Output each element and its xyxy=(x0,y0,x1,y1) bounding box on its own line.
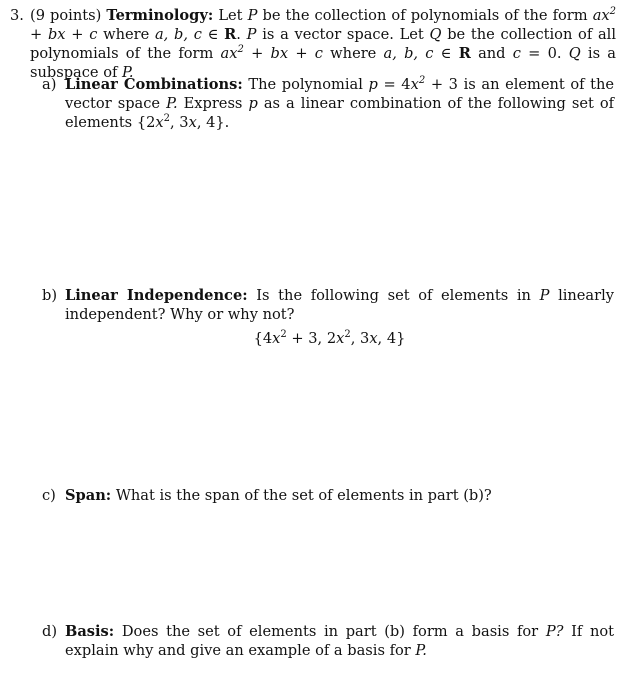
part-label: b) xyxy=(42,287,58,304)
intro-where-2: where xyxy=(330,45,377,62)
intro-text-3: is a vector space. Let xyxy=(262,26,424,43)
part-label: d) xyxy=(42,623,58,640)
symbol-Q: Q xyxy=(429,26,442,43)
symbol-P: P? xyxy=(545,623,564,640)
problem-number: 3. xyxy=(10,7,24,24)
abc-in-R-2: a, b, c ∈ R xyxy=(383,45,471,62)
symbol-P: P xyxy=(247,7,258,24)
part-a-text-1: The polynomial xyxy=(248,76,363,93)
part-label: a) xyxy=(42,76,57,93)
symbol-P: P xyxy=(539,287,550,304)
symbol-P-end: P. xyxy=(415,642,427,659)
symbol-P: P xyxy=(246,26,257,43)
form-abc-expression: $ax^2$ + bx + c xyxy=(30,6,616,43)
part-d-body xyxy=(65,622,614,660)
intro-text-4: be the collection of all polynomials of the form xyxy=(30,26,616,62)
symbol-P-end: P. xyxy=(122,64,134,81)
part-d-text-1: Does the set of elements in part (b) form a basis for xyxy=(121,623,539,640)
part-title: Span: xyxy=(65,487,112,504)
problem-intro xyxy=(30,6,616,82)
part-b-text-2: linearly independent? Why or why not? xyxy=(65,287,615,323)
intro-where: where xyxy=(103,26,150,43)
part-title: Basis: xyxy=(65,623,115,640)
intro-text-2: be the collection of polynomials of the form xyxy=(262,7,588,24)
part-b-text-1: Is the following set of elements in xyxy=(256,287,531,304)
part-a-body xyxy=(65,75,614,132)
intro-text-1: Let xyxy=(218,7,243,24)
form-ab-expression: $ax^2$ + bx + c xyxy=(220,44,323,62)
symbol-Q: Q xyxy=(568,45,581,62)
symbol-P: P. xyxy=(166,95,178,112)
and-c-equals-zero: and c = 0. xyxy=(478,45,562,62)
polynomial-p: $p = 4x^2 + 3$ xyxy=(368,75,458,93)
part-b-body xyxy=(65,286,614,348)
problem-topic: Terminology: xyxy=(106,7,214,24)
part-b xyxy=(42,286,614,348)
part-d-text-2: If not explain why and give an example of a basis for xyxy=(65,623,615,659)
intro-text-5: is a subspace of xyxy=(30,45,616,81)
part-title: Linear Combinations: xyxy=(65,76,243,93)
part-a-text-4: as a linear combination of the following set of elements xyxy=(65,95,615,131)
element-set-a: {$2x^2$, 3x, 4}. xyxy=(136,113,230,131)
problem-points: (9 points) xyxy=(30,7,102,24)
symbol-p: p xyxy=(248,95,258,112)
part-c xyxy=(42,486,614,505)
part-a-text-2: is an element of the vector space xyxy=(65,76,615,112)
part-label: c) xyxy=(42,487,56,504)
part-a-text-3: Express xyxy=(183,95,243,112)
part-title: Linear Independence: xyxy=(65,287,248,304)
part-d xyxy=(42,622,614,660)
abc-in-R: a, b, c ∈ R. xyxy=(154,26,241,43)
part-c-body xyxy=(65,486,614,505)
element-set-b: {$4x^2 + 3$, $2x^2$, 3x, 4} xyxy=(253,329,406,347)
part-a xyxy=(42,75,614,132)
problem-3 xyxy=(10,6,616,82)
part-c-text-1: What is the span of the set of elements in part (b)? xyxy=(115,487,492,504)
